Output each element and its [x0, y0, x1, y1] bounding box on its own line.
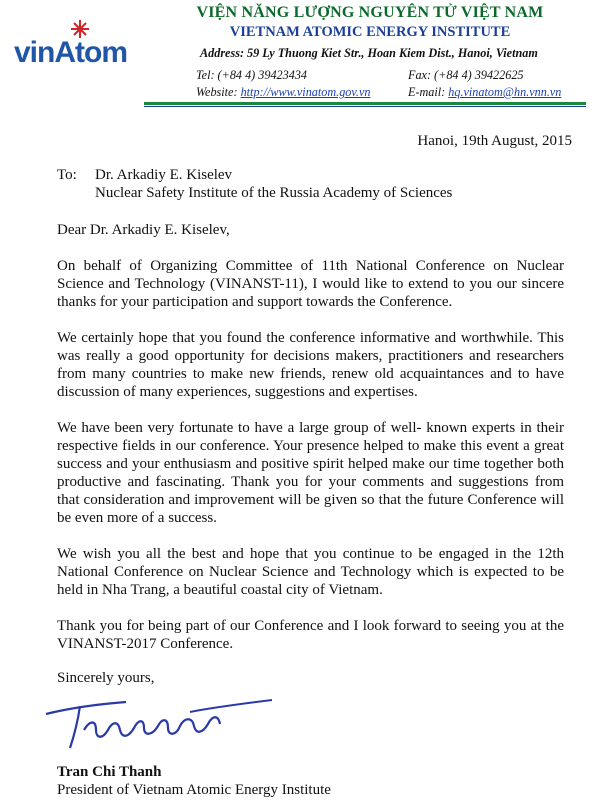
- logo-wordmark: vinAtom: [14, 36, 127, 69]
- email-line: [408, 85, 561, 100]
- email-label: E-mail:: [408, 85, 446, 99]
- recipient-name: Dr. Arkadiy E. Kiselev: [95, 167, 233, 183]
- paragraph-3: We have been very fortunate to have a large group of well- known experts in their respective fields in our conference. Your presence helped to make this event a great success and your enthusiasm and positive spirit helped make our time together both productive and fascinating. Thank you for your comments and suggestions from that consideration and improvement will be given so that the future Conference will be even more of a success.: [57, 420, 564, 526]
- paragraph-5: Thank you for being part of our Conference and I look forward to seeing you at the VINANST-2017 Conference.: [57, 618, 564, 652]
- website-line: [196, 85, 370, 100]
- tel-line: Tel: (+84 4) 39423434: [196, 68, 308, 82]
- vinatom-logo: [14, 20, 144, 76]
- email-link[interactable]: hq.vinatom@hn.vnn.vn: [448, 85, 562, 99]
- org-name-english: VIETNAM ATOMIC ENERGY INSTITUTE: [229, 24, 511, 40]
- to-label: To:: [57, 167, 77, 183]
- signer-name: Tran Chi Thanh: [57, 764, 162, 780]
- paragraph-4: We wish you all the best and hope that you continue to be engaged in the 12th National Conference on Nuclear Science and Technology which is expected to be held in Nha Trang, a beautiful coastal city of Vietnam.: [57, 546, 564, 598]
- paragraph-1: On behalf of Organizing Committee of 11th National Conference on Nuclear Science and Technology (VINANST-11), I would like to extend to you our sincere thanks for your participation and support towards the Conference.: [57, 258, 564, 310]
- org-name-vietnamese: VIỆN NĂNG LƯỢNG NGUYÊN TỬ VIỆT NAM: [196, 4, 544, 21]
- paragraph-2: We certainly hope that you found the conference informative and worthwhile. This was really a good opportunity for decisions makers, practitioners and researchers from many countries to make new friends, renew old acquaintances and to have discussion of many experiences, suggestions and expertises.: [57, 330, 564, 400]
- atom-icon: [60, 20, 100, 42]
- closing: Sincerely yours,: [57, 670, 155, 686]
- website-link[interactable]: http://www.vinatom.gov.vn: [240, 85, 371, 99]
- fax-line: Fax: (+84 4) 39422625: [408, 68, 524, 82]
- header-divider-blue: [144, 106, 586, 107]
- signer-title: President of Vietnam Atomic Energy Institute: [57, 782, 331, 798]
- website-label: Website:: [196, 85, 238, 99]
- recipient-institution: Nuclear Safety Institute of the Russia Academy of Sciences: [95, 185, 453, 201]
- handwritten-signature: [40, 690, 280, 760]
- header-divider-green: [144, 102, 586, 105]
- org-address: Address: 59 Ly Thuong Kiet Str., Hoan Kiem Dist., Hanoi, Vietnam: [200, 46, 538, 60]
- letter-date: Hanoi, 19th August, 2015: [417, 133, 572, 149]
- salutation: Dear Dr. Arkadiy E. Kiselev,: [57, 222, 230, 238]
